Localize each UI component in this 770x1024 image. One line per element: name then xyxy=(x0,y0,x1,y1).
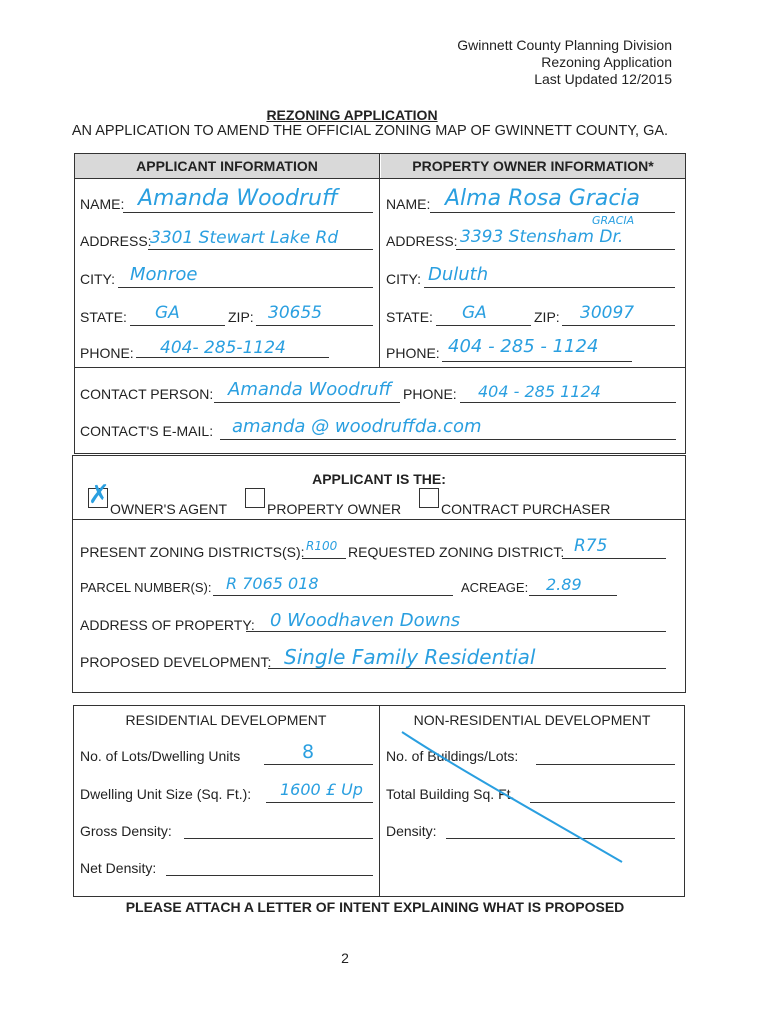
contact-phone-value[interactable]: 404 - 285 1124 xyxy=(478,382,601,401)
applicant-address-value[interactable]: 3301 Stewart Lake Rd xyxy=(150,228,339,248)
property-owner-checkbox[interactable] xyxy=(245,488,265,508)
nonresidential-heading: NON-RESIDENTIAL DEVELOPMENT xyxy=(413,712,651,728)
division-name: Gwinnett County Planning Division xyxy=(457,37,672,53)
owner-address-label: ADDRESS: xyxy=(386,233,458,249)
applicant-state-value[interactable]: GA xyxy=(155,303,180,323)
zoning-divider xyxy=(72,519,686,520)
nonres-density-label: Density: xyxy=(386,823,437,839)
acreage-value[interactable]: 2.89 xyxy=(546,575,582,594)
contact-phone-label: PHONE: xyxy=(403,386,457,402)
property-address-value[interactable]: 0 Woodhaven Downs xyxy=(270,610,461,631)
applicant-phone-value[interactable]: 404- 285-1124 xyxy=(160,338,286,358)
requested-zoning-value[interactable]: R75 xyxy=(574,536,608,556)
owners-agent-label: OWNER'S AGENT xyxy=(110,501,228,517)
unit-size-label: Dwelling Unit Size (Sq. Ft.): xyxy=(80,786,252,802)
proposed-development-label: PROPOSED DEVELOPMENT: xyxy=(80,654,272,670)
contract-purchaser-label: CONTRACT PURCHASER xyxy=(441,501,611,517)
applicant-name-label: NAME: xyxy=(80,196,125,212)
property-address-label: ADDRESS OF PROPERTY: xyxy=(80,617,255,633)
owner-heading: PROPERTY OWNER INFORMATION* xyxy=(381,154,685,178)
property-owner-label: PROPERTY OWNER xyxy=(267,501,402,517)
contract-purchaser-checkbox[interactable] xyxy=(419,488,439,508)
owner-address-value[interactable]: 3393 Stensham Dr. xyxy=(460,227,624,247)
unit-size-value[interactable]: 1600 £ Up xyxy=(280,780,363,799)
present-zoning-value[interactable]: R100 xyxy=(306,539,338,553)
applicant-is-heading: APPLICANT IS THE: xyxy=(312,471,446,487)
owner-city-value[interactable]: Duluth xyxy=(428,264,489,285)
last-updated: Last Updated 12/2015 xyxy=(534,71,672,87)
present-zoning-label: PRESENT ZONING DISTRICTS(S): xyxy=(80,544,305,560)
parcel-number-value[interactable]: R 7065 018 xyxy=(226,574,319,593)
strike-through-mark xyxy=(380,720,640,870)
total-building-sqft-label: Total Building Sq. Ft. xyxy=(386,786,515,802)
acreage-label: ACREAGE: xyxy=(461,580,529,595)
owner-state-label: STATE: xyxy=(386,309,433,325)
owner-name-value[interactable]: Alma Rosa Gracia xyxy=(445,186,641,211)
applicant-city-value[interactable]: Monroe xyxy=(130,264,198,285)
applicant-zip-value[interactable]: 30655 xyxy=(268,303,323,323)
proposed-development-value[interactable]: Single Family Residential xyxy=(284,645,536,669)
owner-state-value[interactable]: GA xyxy=(462,303,487,323)
page-number: 2 xyxy=(341,950,349,966)
applicant-address-label: ADDRESS: xyxy=(80,233,152,249)
owner-zip-label: ZIP: xyxy=(534,309,560,325)
applicant-phone-label: PHONE: xyxy=(80,345,134,361)
contact-person-value[interactable]: Amanda Woodruff xyxy=(228,379,392,400)
attach-letter-note: PLEASE ATTACH A LETTER OF INTENT EXPLAINING WHAT IS PROPOSED xyxy=(125,899,625,915)
form-name: Rezoning Application xyxy=(541,54,672,70)
applicant-city-label: CITY: xyxy=(80,271,116,287)
parcel-number-label: PARCEL NUMBER(S): xyxy=(80,580,212,595)
gross-density-label: Gross Density: xyxy=(80,823,172,839)
dwelling-units-value[interactable]: 8 xyxy=(302,741,315,763)
buildings-lots-label: No. of Buildings/Lots: xyxy=(386,748,519,764)
page-subtitle: AN APPLICATION TO AMEND THE OFFICIAL ZONING MAP OF GWINNETT COUNTY, GA. xyxy=(71,123,669,139)
owner-city-label: CITY: xyxy=(386,271,422,287)
info-divider xyxy=(379,153,380,368)
contact-email-value[interactable]: amanda @ woodruffda.com xyxy=(232,416,482,437)
owner-phone-label: PHONE: xyxy=(386,345,440,361)
applicant-heading: APPLICANT INFORMATION xyxy=(75,154,379,178)
page-title: REZONING APPLICATION xyxy=(266,107,438,123)
owner-name-label: NAME: xyxy=(386,196,431,212)
contact-person-label: CONTACT PERSON: xyxy=(80,386,214,402)
owners-agent-check-mark: ✗ xyxy=(88,480,110,510)
residential-heading: RESIDENTIAL DEVELOPMENT xyxy=(125,712,327,728)
contact-email-label: CONTACT'S E-MAIL: xyxy=(80,423,214,439)
applicant-state-label: STATE: xyxy=(80,309,127,325)
applicant-zip-label: ZIP: xyxy=(228,309,254,325)
requested-zoning-label: REQUESTED ZONING DISTRICT: xyxy=(348,544,565,560)
dwelling-units-label: No. of Lots/Dwelling Units xyxy=(80,748,241,764)
owner-phone-value[interactable]: 404 - 285 - 1124 xyxy=(448,336,599,357)
net-density-label: Net Density: xyxy=(80,860,157,876)
owner-name-correction: GRACIA xyxy=(592,214,635,227)
header-block xyxy=(457,37,672,88)
applicant-name-value[interactable]: Amanda Woodruff xyxy=(138,186,338,211)
owner-zip-value[interactable]: 30097 xyxy=(580,303,635,323)
